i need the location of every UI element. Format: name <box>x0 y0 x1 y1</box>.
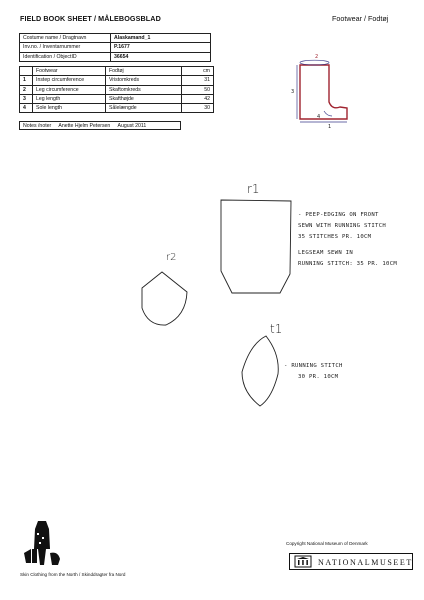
measure-name-da: Skafthøjde <box>106 94 182 103</box>
marker-4: 4 <box>317 114 321 120</box>
table-row <box>20 85 214 94</box>
sketch-r1-label: r1 <box>247 182 260 196</box>
sketch-t1-outline <box>238 334 282 410</box>
note-line: 30 PR. 10CM <box>298 374 339 380</box>
row-number: 1 <box>20 76 33 85</box>
table-row <box>20 43 211 52</box>
measure-name-da: Skaftomkreds <box>106 85 182 94</box>
category-label: Footwear / Fodtøj <box>332 14 389 23</box>
table-header-row <box>20 67 214 76</box>
note-line: SEWN WITH RUNNING STITCH <box>298 223 387 229</box>
sketch-t1-label: t1 <box>270 322 283 336</box>
measure-value: 50 <box>182 85 214 94</box>
boot-measurement-diagram <box>288 50 354 130</box>
measure-value: 31 <box>182 76 214 85</box>
table-row <box>20 104 214 113</box>
table-row <box>20 34 211 43</box>
sketch-t1-notes <box>284 361 343 383</box>
marker-3: 3 <box>291 89 295 95</box>
note-line: 35 STITCHES PR. 10CM <box>298 234 372 240</box>
museum-name: NATIONALMUSEET <box>318 558 413 567</box>
measure-value: 42 <box>182 94 214 103</box>
row-number: 4 <box>20 104 33 113</box>
metadata-table <box>19 33 211 62</box>
notes-date: August 2011 <box>117 123 147 129</box>
sketch-r2-outline <box>136 268 192 330</box>
column-header-fodtoj: Fodtøj <box>106 67 182 76</box>
museum-emblem-icon <box>294 555 312 568</box>
meta-value: 36654 <box>111 52 211 61</box>
note-line: - PEEP-EDGING ON FRONT <box>298 212 379 218</box>
row-number: 2 <box>20 85 33 94</box>
marker-1: 1 <box>328 124 332 130</box>
sheet-title: FIELD BOOK SHEET / MÅLEBOGSBLAD <box>20 14 161 23</box>
measure-name-en: Leg circumference <box>33 85 106 94</box>
measure-name-da: Sålelængde <box>106 104 182 113</box>
measurements-table <box>19 66 214 113</box>
measure-name-en: Instep circumference <box>33 76 106 85</box>
copyright-text: Copyright National Museum of Denmark <box>286 541 368 546</box>
row-number: 3 <box>20 94 33 103</box>
notes-box <box>19 121 181 130</box>
measure-name-en: Leg length <box>33 94 106 103</box>
table-row <box>20 94 214 103</box>
boot-outline <box>300 65 347 119</box>
project-logo-icon <box>22 519 64 569</box>
sketch-r2-label: r2 <box>166 252 177 263</box>
meta-value: P.1677 <box>111 43 211 52</box>
measure-lines <box>297 60 347 122</box>
measure-value: 30 <box>182 104 214 113</box>
project-caption: Skin Clothing from the North / Skinddragter fra Nord <box>20 572 126 577</box>
meta-value: Alaskamand_1 <box>111 34 211 43</box>
marker-2: 2 <box>315 54 319 60</box>
meta-label: Costume name / Dragtnavn <box>20 34 111 43</box>
column-header-unit: cm <box>182 67 214 76</box>
note-line: RUNNING STITCH: 35 PR. 10CM <box>298 261 398 267</box>
note-line: LEGSEAM SEWN IN <box>298 250 354 256</box>
table-row <box>20 76 214 85</box>
column-header-footwear: Footwear <box>33 67 106 76</box>
note-line: - RUNNING STITCH <box>284 363 343 369</box>
notes-label: Notes /noter <box>23 123 52 129</box>
measure-name-en: Sole length <box>33 104 106 113</box>
meta-label: Inv.no. / Inventarnummer <box>20 43 111 52</box>
notes-author: Anette Hjelm Petersen <box>58 123 111 129</box>
meta-label: Identification / ObjectID <box>20 52 111 61</box>
sketch-r1-notes <box>298 210 397 270</box>
table-row <box>20 52 211 61</box>
measure-name-da: Vristomkreds <box>106 76 182 85</box>
sketch-r1-outline <box>218 198 294 296</box>
